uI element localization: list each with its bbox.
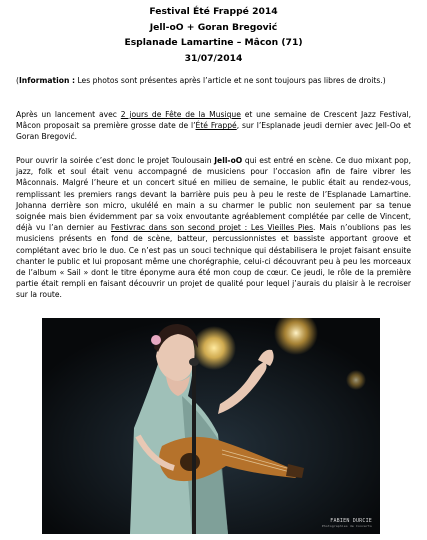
- intro-paragraph: [16, 109, 411, 143]
- info-text: Les photos sont présentes après l’article et ne sont toujours pas libres de droits.): [75, 76, 386, 85]
- fete-musique-link[interactable]: 2 jours de Fête de la Musique: [120, 110, 241, 119]
- festival-title: Festival Été Frappé 2014: [149, 6, 278, 17]
- singer-with-ukulele-on-stage-icon: [42, 318, 380, 534]
- info-open-paren: (: [16, 76, 19, 85]
- article-header: [0, 4, 427, 66]
- festivrac-link[interactable]: Festivrac dans son second projet : Les Vieilles Pies: [110, 223, 314, 233]
- date-title: 31/07/2014: [184, 52, 243, 64]
- photo-credit: [322, 519, 372, 528]
- band-name: Jell-oO: [214, 156, 243, 165]
- intro-text-3: , sur l’Esplanade jeudi dernier avec Jell-Oo et Goran Bregović.: [16, 121, 412, 142]
- main-text-1: Pour ouvrir la soirée c’est donc le projet Toulousain: [16, 156, 215, 165]
- info-label: Information :: [18, 76, 76, 85]
- main-paragraph: [16, 155, 411, 301]
- info-paragraph: [16, 75, 411, 86]
- photo-credit-subtitle: Photographies de Concerts: [321, 524, 372, 528]
- main-text-3: . Mais n’oublions pas les musiciens présents en fond de scène, batteur, percussionnistes et bassiste apportant groove et complétant avec brio le duo. Ce n’est pas un souci technique qui déstabilisera le projet faisant ensuite chanter le public et lui proposant même une chorégraphie, celui-ci découvrant peu à peu les morceaux de l’album « Sail » dont le titre éponyme aura été mon coup de cœur. Ce jeudi, le rôle de la première partie était rempli en faisant découvrir un projet de qualité pour lequel j’aurais du plaisir à le recroiser sur la route.: [16, 223, 411, 300]
- intro-text-2: et une semaine de Crescent Jazz Festival, Mâcon proposait sa première grosse date de l’: [16, 110, 412, 131]
- mic-stand: [192, 362, 196, 534]
- artists-title: Jell-oO + Goran Bregović: [149, 21, 278, 33]
- concert-photo: [42, 318, 380, 534]
- main-text-2: qui est entré en scène. Ce duo mixant pop, jazz, folk et soul était venu accompagné de musiciens pour l’occasion afin de faire vibrer les Mâconnais. Malgré l’heure et un concert situé en milieu de semaine, le public était au rendez-vous, remplissant les premiers rangs devant la barrière puis peu à peu le reste de l’Esplanade Lamartine. Johanna derrière son micro, ukulélé en main a su charmer le public non seulement par sa tenue soignée mais bien évidemment par sa voix envoutante agréablement complétée par celle de Vincent, déjà vu l’an dernier au: [16, 156, 412, 233]
- photo-credit-name: FABIEN DURCIE: [330, 518, 372, 524]
- venue-title: Esplanade Lamartine – Mâcon (71): [124, 37, 303, 48]
- hair-flower: [151, 335, 161, 345]
- intro-text-1: Après un lancement avec: [16, 110, 121, 119]
- ete-frappe-link[interactable]: Été Frappé: [195, 121, 237, 131]
